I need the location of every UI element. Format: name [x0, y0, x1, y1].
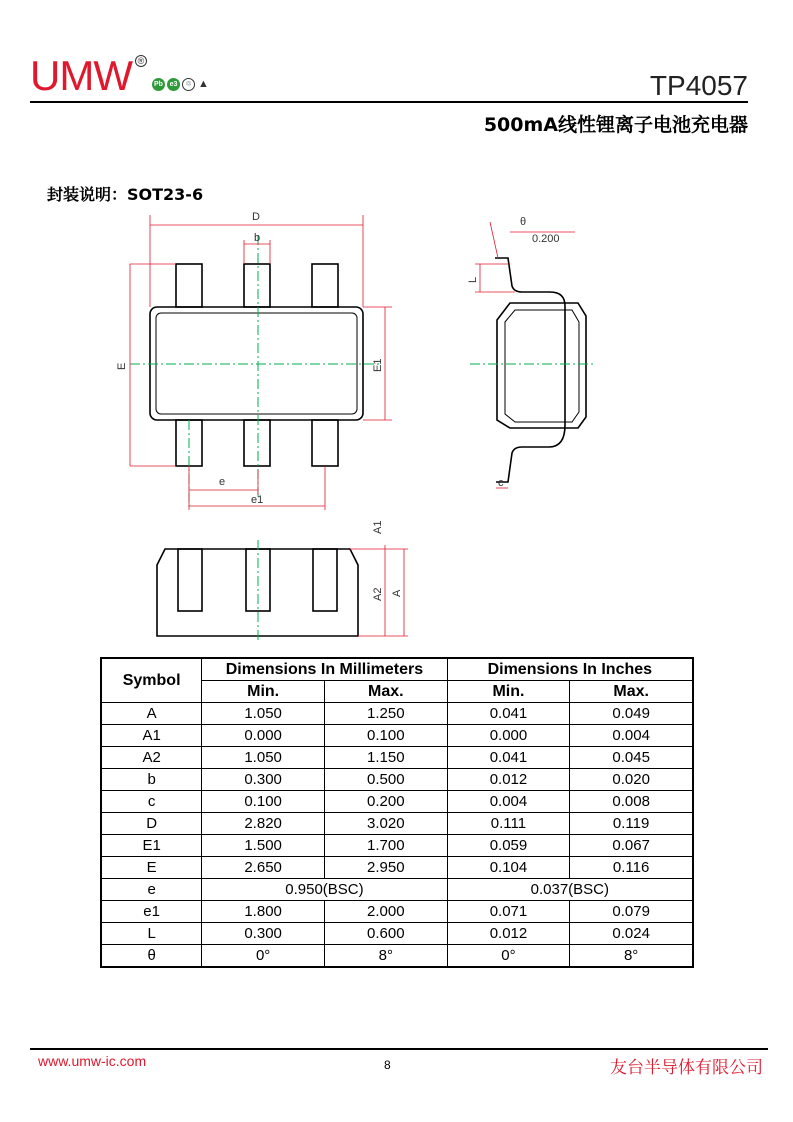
dim-label-e1-pitch: e1 — [251, 494, 264, 506]
cell-mm-min: 1.500 — [202, 835, 325, 857]
table-row — [101, 901, 693, 923]
cell-in-bsc: 0.037(BSC) — [447, 879, 693, 901]
cell-in-max: 0.079 — [570, 901, 693, 923]
cell-mm-max: 1.150 — [324, 747, 447, 769]
cell-in-max: 0.049 — [570, 703, 693, 725]
cell-mm-min: 0.100 — [202, 791, 325, 813]
dim-label-a2: A2 — [372, 587, 384, 601]
table-row — [101, 879, 693, 901]
cell-mm-min: 1.050 — [202, 747, 325, 769]
mm-min-header: Min. — [202, 681, 325, 703]
cell-mm-min: 1.050 — [202, 703, 325, 725]
end-view-body — [497, 303, 586, 428]
cell-mm-bsc: 0.950(BSC) — [202, 879, 447, 901]
table-row — [101, 725, 693, 747]
cell-symbol: D — [101, 813, 202, 835]
table-row — [101, 835, 693, 857]
cell-mm-min: 0.300 — [202, 923, 325, 945]
center-lines — [130, 235, 595, 640]
dim-label-l: L — [467, 276, 479, 283]
cell-symbol: A — [101, 703, 202, 725]
table-row — [101, 769, 693, 791]
cell-symbol: A1 — [101, 725, 202, 747]
cell-in-min: 0.041 — [447, 747, 570, 769]
dim-label-lead-thickness: 0.200 — [532, 233, 560, 245]
cell-mm-max: 8° — [324, 945, 447, 968]
cell-in-max: 0.116 — [570, 857, 693, 879]
cell-in-max: 0.119 — [570, 813, 693, 835]
cell-mm-max: 2.950 — [324, 857, 447, 879]
company-name: 友台半导体有限公司 — [610, 1058, 763, 1078]
cell-mm-max: 1.700 — [324, 835, 447, 857]
esd-warning-icon: ▲ — [198, 78, 209, 90]
in-max-header: Max. — [570, 681, 693, 703]
cell-mm-min: 0.300 — [202, 769, 325, 791]
table-row — [101, 923, 693, 945]
cell-in-max: 0.008 — [570, 791, 693, 813]
cell-mm-min: 2.650 — [202, 857, 325, 879]
cell-symbol: b — [101, 769, 202, 791]
cell-symbol: E1 — [101, 835, 202, 857]
cell-symbol: θ — [101, 945, 202, 968]
package-title: 封装说明：SOT23-6 — [47, 185, 204, 204]
symbol-header: Symbol — [101, 658, 202, 703]
dim-label-theta: θ — [520, 216, 527, 228]
cell-in-min: 0.104 — [447, 857, 570, 879]
cell-mm-max: 0.500 — [324, 769, 447, 791]
dim-label-e1: E1 — [372, 358, 384, 372]
table-row — [101, 813, 693, 835]
page-number: 8 — [384, 1058, 391, 1072]
cell-mm-min: 1.800 — [202, 901, 325, 923]
cell-mm-min: 2.820 — [202, 813, 325, 835]
cell-mm-min: 0.000 — [202, 725, 325, 747]
dim-label-a: A — [391, 589, 403, 597]
cell-mm-max: 1.250 — [324, 703, 447, 725]
top-view-lower-leads — [176, 420, 338, 466]
table-row — [101, 945, 693, 968]
cell-mm-min: 0° — [202, 945, 325, 968]
cell-symbol: E — [101, 857, 202, 879]
cell-in-min: 0.041 — [447, 703, 570, 725]
end-view-body-inner — [505, 310, 579, 422]
cell-in-min: 0.111 — [447, 813, 570, 835]
in-min-header: Min. — [447, 681, 570, 703]
dim-label-b: b — [254, 232, 261, 244]
dim-label-e: e — [219, 476, 226, 488]
cell-mm-max: 0.100 — [324, 725, 447, 747]
dimensions-table — [100, 657, 694, 968]
document-subtitle: 500mA线性锂离子电池充电器 — [483, 114, 748, 136]
part-number: TP4057 — [649, 70, 748, 101]
dim-label-a1: A1 — [372, 520, 384, 534]
table-row — [101, 703, 693, 725]
dimension-lines — [130, 215, 575, 636]
top-view-upper-leads — [176, 264, 338, 307]
cell-in-min: 0.059 — [447, 835, 570, 857]
rohs-icon: ♲ — [182, 78, 195, 91]
company-logo: UMW — [30, 52, 132, 99]
dim-label-e-total: E — [116, 362, 128, 370]
cell-symbol: e — [101, 879, 202, 901]
cell-in-min: 0° — [447, 945, 570, 968]
cell-mm-max: 2.000 — [324, 901, 447, 923]
cell-in-max: 0.020 — [570, 769, 693, 791]
table-row — [101, 791, 693, 813]
cell-mm-max: 0.600 — [324, 923, 447, 945]
cell-symbol: e1 — [101, 901, 202, 923]
table-row — [101, 857, 693, 879]
mm-header: Dimensions In Millimeters — [202, 658, 447, 681]
cell-in-max: 0.067 — [570, 835, 693, 857]
cell-symbol: A2 — [101, 747, 202, 769]
cell-in-min: 0.004 — [447, 791, 570, 813]
dim-label-c: c — [498, 477, 504, 489]
dim-label-d: D — [252, 211, 260, 223]
cell-in-max: 0.045 — [570, 747, 693, 769]
cell-mm-max: 3.020 — [324, 813, 447, 835]
registered-mark: ® — [135, 55, 147, 67]
e3-icon: e3 — [167, 78, 180, 91]
mm-max-header: Max. — [324, 681, 447, 703]
cell-in-max: 0.004 — [570, 725, 693, 747]
cell-mm-max: 0.200 — [324, 791, 447, 813]
cell-in-max: 0.024 — [570, 923, 693, 945]
footer-divider — [30, 1048, 768, 1050]
cell-symbol: L — [101, 923, 202, 945]
website-link[interactable]: www.umw-ic.com — [38, 1053, 147, 1069]
cell-in-min: 0.012 — [447, 923, 570, 945]
cell-in-max: 8° — [570, 945, 693, 968]
table-row — [101, 747, 693, 769]
cell-in-min: 0.012 — [447, 769, 570, 791]
cell-in-min: 0.071 — [447, 901, 570, 923]
cell-symbol: c — [101, 791, 202, 813]
inch-header: Dimensions In Inches — [447, 658, 693, 681]
pb-free-icon: Pb — [152, 78, 165, 91]
cell-in-min: 0.000 — [447, 725, 570, 747]
